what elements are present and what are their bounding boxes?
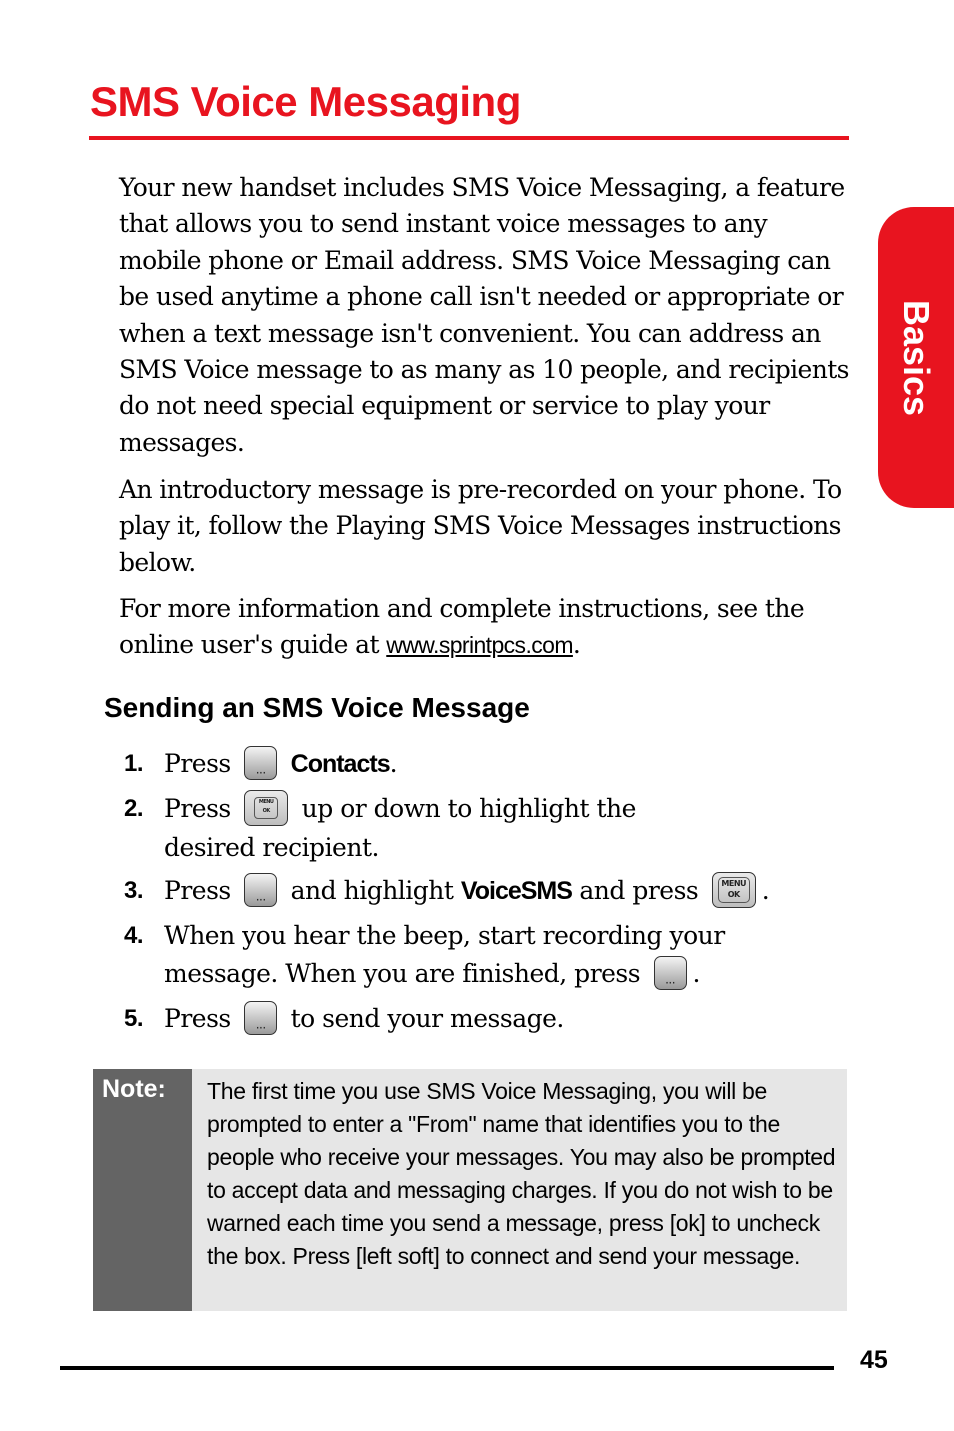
section-tab-label: Basics (896, 299, 937, 416)
section-tab[interactable] (878, 207, 954, 508)
intro-paragraph-3-text: For more information and complete instructions, see the online user's guide at (119, 594, 805, 660)
note-text: The first time you use SMS Voice Messaging, you will be prompted to enter a "From" name that identifies you to the people who receive your messages. You may also be prompted to accept data and messaging charges. If you do not wish to be warned each time you send a message, press [ok] to uncheck the box. Press [left soft] to connect and send your message. (207, 1078, 836, 1269)
note-label: Note: (102, 1075, 166, 1103)
step-text-mid: and highlight (290, 876, 454, 905)
step-text-mid-2: and press (579, 876, 699, 905)
ok-label: OK (262, 807, 270, 814)
section-heading: Sending an SMS Voice Message (104, 692, 530, 723)
step-text: Press (164, 876, 231, 905)
step-number: 2. (124, 795, 144, 822)
step-5 (119, 1000, 839, 1038)
step-number: 5. (124, 1005, 144, 1032)
intro-paragraph-2: An introductory message is pre-recorded on your phone. To play it, follow the Playing SMS Voice Messages instructions below. (119, 475, 842, 577)
step-text-end: . (761, 876, 770, 905)
step-text: Press (164, 794, 231, 823)
intro-paragraph-3 (119, 591, 849, 664)
step-text-end: . (692, 959, 700, 988)
footer-rule (60, 1366, 834, 1370)
step-2 (119, 790, 839, 867)
left-softkey-icon (654, 956, 687, 990)
step-4 (119, 917, 839, 993)
step-number: 1. (124, 750, 144, 777)
note-label-column (93, 1069, 192, 1311)
left-softkey-icon (244, 873, 277, 907)
step-text: Press (164, 749, 231, 778)
left-softkey-icon (244, 1001, 277, 1035)
step-number: 3. (124, 877, 144, 904)
step-text-end: to send your message. (290, 1004, 564, 1033)
page-number: 45 (860, 1346, 888, 1374)
navigation-key-icon (244, 790, 288, 826)
step-bold-term: Contacts (290, 750, 390, 778)
step-3 (119, 872, 839, 911)
page-title: SMS Voice Messaging (90, 78, 521, 125)
step-text-end: up or down to highlight the desired recipient. (164, 794, 636, 862)
step-text-end: . (389, 749, 398, 778)
step-text: Press (164, 1004, 231, 1033)
sprintpcs-link[interactable]: www.sprintpcs.com (386, 632, 573, 659)
title-underline (89, 136, 849, 140)
intro-paragraph-3-end: . (572, 630, 581, 660)
menu-ok-key-icon (712, 872, 756, 908)
right-softkey-icon (244, 746, 277, 780)
menu-label: MENU (258, 798, 274, 805)
ok-label: OK (727, 889, 740, 899)
step-text: When you hear the beep, start recording your message. When you are finished, press (164, 921, 725, 988)
intro-paragraph-1: Your new handset includes SMS Voice Messaging, a feature that allows you to send instant voice messages to any mobile phone or Email address. SMS Voice Messaging can be used anytime a phone call isn't needed or appropriate or when a text message isn't convenient. You can address an SMS Voice message to as many as 10 people, and recipients do not need special equipment or service to play your messages. (119, 173, 849, 457)
note-box (93, 1069, 847, 1311)
step-bold-term: VoiceSMS (460, 877, 572, 905)
step-1 (119, 745, 839, 783)
step-number: 4. (124, 922, 144, 949)
menu-label: MENU (721, 878, 747, 888)
